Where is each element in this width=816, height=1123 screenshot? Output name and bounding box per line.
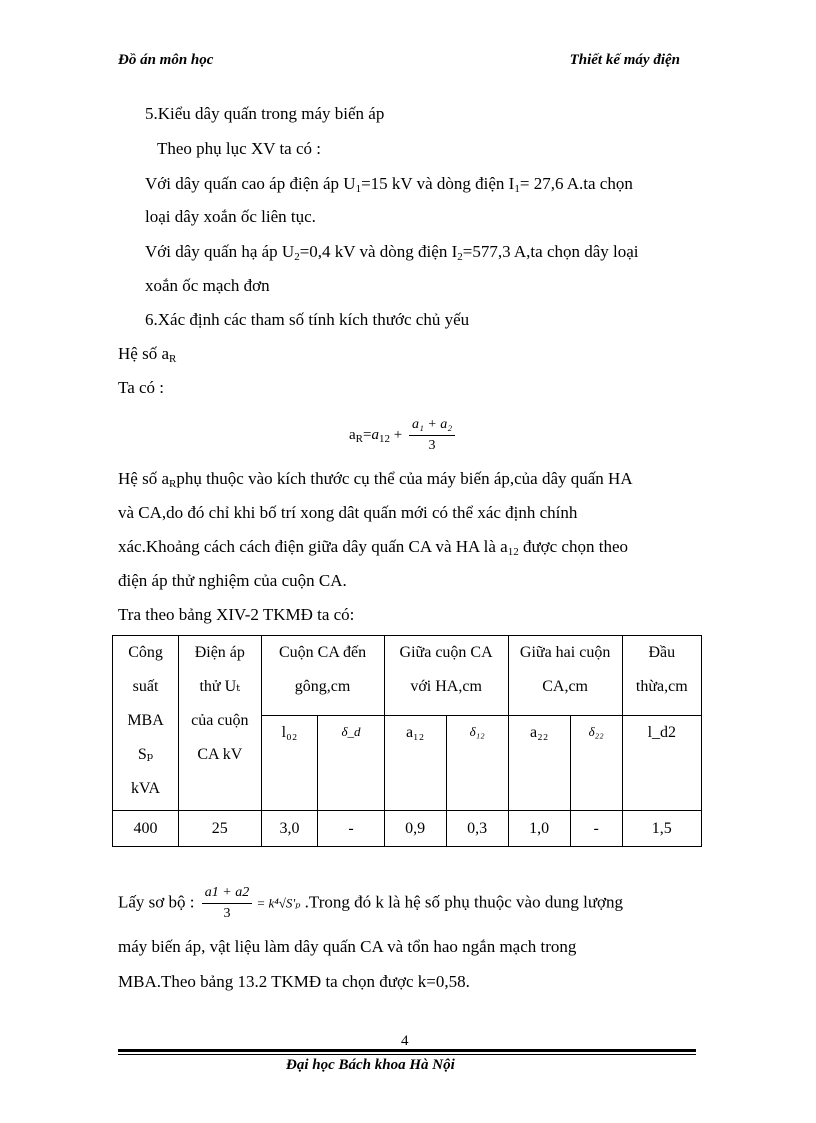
text-line: Lấy sơ bộ : $\frac{a1 + a2}{3}$ = k⁴√S'ₚ .Trong đó k là hệ số phụ thuộc vào dung lượng <box>118 885 624 921</box>
text-line: Với dây quấn cao áp điện áp $U_1=15$ kV và dòng điện $I_1= 27,6$ A.ta chọn <box>145 174 633 195</box>
text-line: xác.Khoảng cách cách điện giữa dây quấn CA và HA là $a_{12}$ được chọn theo <box>118 537 629 558</box>
symbol-delta-d: δ_d <box>318 716 384 811</box>
cell-delta-22: - <box>570 811 622 847</box>
cell-l02: 3,0 <box>261 811 318 847</box>
footer-text: Đại học Bách khoa Hà Nội <box>286 1057 455 1073</box>
header-ca-to-ha: Giữa cuộn CA với HA,cm <box>384 636 508 716</box>
cell-ld2: 1,5 <box>622 811 701 847</box>
cell-delta-d: - <box>318 811 384 847</box>
text-line: loại dây xoắn ốc liên tục. <box>145 207 316 226</box>
section-title-5: 5.Kiểu dây quấn trong máy biến áp <box>145 104 385 123</box>
cell-power: 400 <box>113 811 179 847</box>
formula-preliminary: $\frac{a1 + a2}{3}$ <box>202 885 252 922</box>
text-line: Với dây quấn hạ áp $U_2=0,4$ kV và dòng điện $I_2=577,3$ A,ta chọn dây loại <box>145 242 639 263</box>
text-line: Tra theo bảng XIV-2 TKMĐ ta có: <box>118 605 355 624</box>
footer-rule-thin <box>118 1054 696 1055</box>
header-left: Đồ án môn học <box>118 52 214 68</box>
text-line: Hệ số $a_R$ <box>118 344 177 365</box>
insulation-distance-table <box>112 635 702 847</box>
text-line: Theo phụ lục XV ta có : <box>157 139 321 158</box>
symbol-a12: a₁₂ <box>384 716 446 811</box>
text-line: Ta có : <box>118 378 165 397</box>
footer-rule <box>118 1049 696 1052</box>
text-line: máy biến áp, vật liệu làm dây quấn CA và tổn hao ngắn mạch trong <box>118 937 577 956</box>
text-line: MBA.Theo bảng 13.2 TKMĐ ta chọn được k=0,58. <box>118 972 470 991</box>
header-ca-to-yoke: Cuộn CA đến gông,cm <box>261 636 384 716</box>
cell-a12: 0,9 <box>384 811 446 847</box>
header-ca-to-ca: Giữa hai cuộn CA,cm <box>508 636 622 716</box>
table-row <box>113 811 702 847</box>
page-number: 4 <box>401 1033 409 1049</box>
section-title-6: 6.Xác định các tham số tính kích thước chủ yếu <box>145 310 470 329</box>
cell-delta-12: 0,3 <box>446 811 508 847</box>
text-line: xoắn ốc mạch đơn <box>145 276 270 295</box>
symbol-a22: a₂₂ <box>508 716 570 811</box>
formula-ar: $a_R=a_{12}$ + $\frac{\text{a₁ + a₂}}{3}$ <box>349 417 455 454</box>
text-line: điện áp thử nghiệm của cuộn CA. <box>118 571 347 590</box>
symbol-delta-22: δ₂₂ <box>570 716 622 811</box>
symbol-ld2: l_d2 <box>622 716 701 811</box>
symbol-l02: l₀₂ <box>261 716 318 811</box>
header-right: Thiết kế máy điện <box>569 52 680 68</box>
header-test-voltage: Điện áp thử Uₜ của cuộn CA kV <box>179 636 261 811</box>
header-lead-end: Đầu thừa,cm <box>622 636 701 716</box>
cell-a22: 1,0 <box>508 811 570 847</box>
symbol-delta-12: δ₁₂ <box>446 716 508 811</box>
header-power: Công suất MBA Sₚ kVA <box>113 636 179 811</box>
cell-voltage: 25 <box>179 811 261 847</box>
text-line: Hệ số $a_Rphụ$ thuộc vào kích thước cụ thể của máy biến áp,của dây quấn HA <box>118 469 633 490</box>
text-line: và CA,do đó chỉ khi bố trí xong dât quấn mới có thể xác định chính <box>118 503 578 522</box>
